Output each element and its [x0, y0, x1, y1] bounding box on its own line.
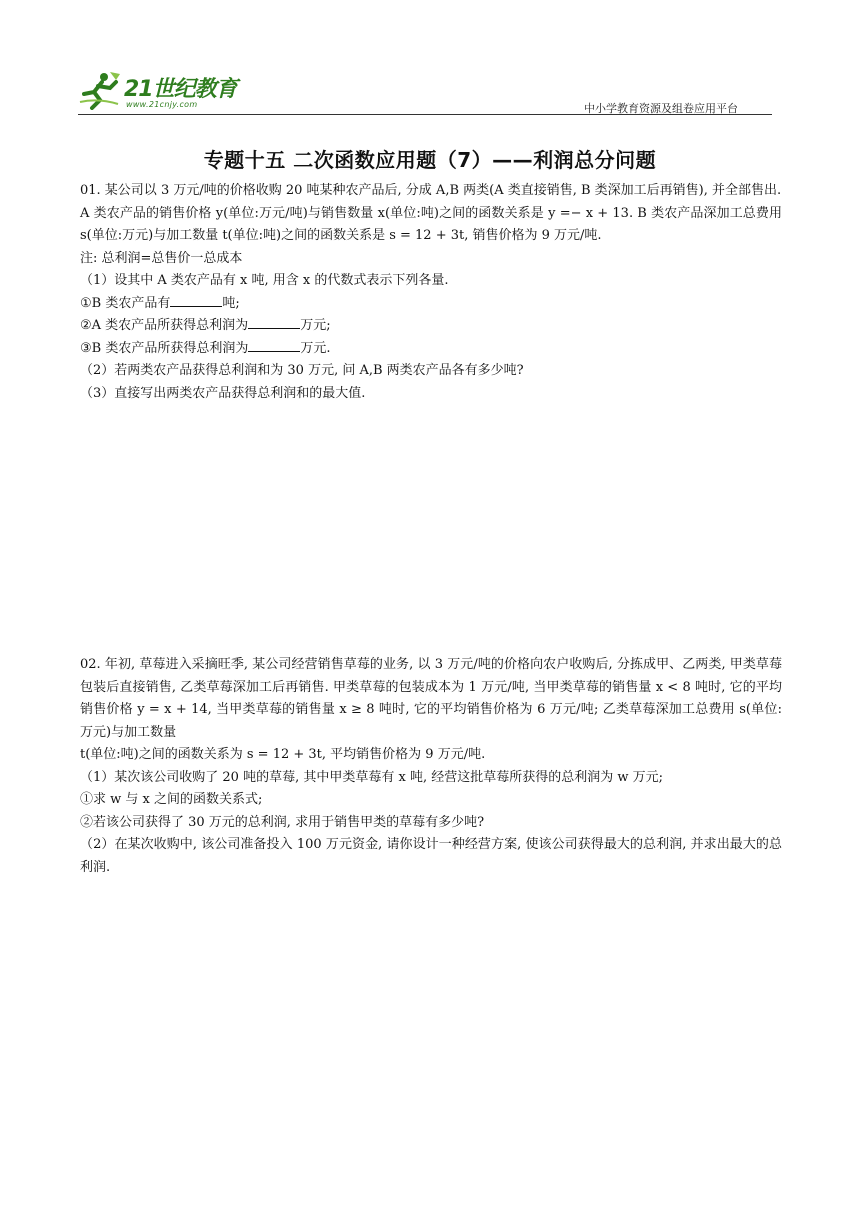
q2-part1: （1）某次该公司收购了 20 吨的草莓, 其中甲类草莓有 x 吨, 经营这批草莓所获得的总利润为 w 万元; [80, 769, 663, 785]
q1-part1: （1）设其中 A 类农产品有 x 吨, 用含 x 的代数式表示下列各量. [80, 273, 449, 288]
q2-stem: 02. 年初, 草莓进入采摘旺季, 某公司经营销售草莓的业务, 以 3 万元/吨的价格向农户收购后, 分拣成甲、乙两类, 甲类草莓包装后直接销售, 乙类草莓深加工后再销售. 甲类草莓的包装成本为 1 万元/吨, 当甲类草莓的销售量 x < 8 吨时, 它的平均销售价格 y = x + 14, 当甲类草莓的销售量 x ≥ 8 吨时, 它的平均销售价格为 6 万元/吨; 乙类草莓深加工总费用 s(单位:万元)与加工数量 [80, 657, 782, 740]
q2-part1-b: ②若该公司获得了 30 万元的总利润, 求用于销售甲类的草莓有多少吨? [80, 814, 485, 830]
answer-blank [248, 339, 300, 352]
logo-text: 21世纪教育 [124, 77, 237, 102]
answer-blank [170, 294, 222, 307]
question-1 [80, 180, 782, 405]
q1-part3: （3）直接写出两类农产品获得总利润和的最大值. [80, 385, 366, 401]
q1-note: 注: 总利润=总售价一总成本 [80, 250, 243, 266]
page-header [78, 66, 772, 118]
q1-conditions: A 类农产品的销售价格 y(单位:万元/吨)与销售数量 x(单位:吨)之间的函数关系是 y =− x + 13. B 类农产品深加工总费用 s(单位:万元)与加工数量 t(单位:吨)之间的函数关系是 s = 12 + 3t, 销售价格为 9 万元/吨. [80, 205, 782, 243]
q1-item3: ③B 类农产品所获得总利润为 万元. [80, 340, 331, 356]
q2-part1-a: ①求 w 与 x 之间的函数关系式; [80, 792, 263, 807]
page-title: 专题十五 二次函数应用题（7）——利润总分问题 [203, 148, 657, 172]
q2-stem-cont: t(单位:吨)之间的函数关系为 s = 12 + 3t, 平均销售价格为 9 万元/吨. [80, 747, 486, 762]
platform-name: 中小学教育资源及组卷应用平台 [584, 102, 738, 115]
q1-item1: ①B 类农产品有 吨; [80, 295, 240, 311]
header-rule [78, 114, 772, 115]
answer-blank [248, 316, 300, 329]
q1-item2: ②A 类农产品所获得总利润为 万元; [80, 318, 331, 333]
q2-part2: （2）在某次收购中, 该公司准备投入 100 万元资金, 请你设计一种经营方案, 使该公司获得最大的总利润, 并求出最大的总利润. [80, 837, 782, 875]
logo-url: www.21cnjy.com [126, 100, 198, 109]
runner-logo-icon [78, 70, 122, 110]
question-2 [80, 654, 782, 879]
logo [78, 66, 278, 116]
q1-stem: 01. 某公司以 3 万元/吨的价格收购 20 吨某种农产品后, 分成 A,B 两类(A 类直接销售, B 类深加工后再销售), 并全部售出. [80, 183, 782, 198]
q1-part2: （2）若两类农产品获得总利润和为 30 万元, 问 A,B 两类农产品各有多少吨? [80, 363, 524, 378]
